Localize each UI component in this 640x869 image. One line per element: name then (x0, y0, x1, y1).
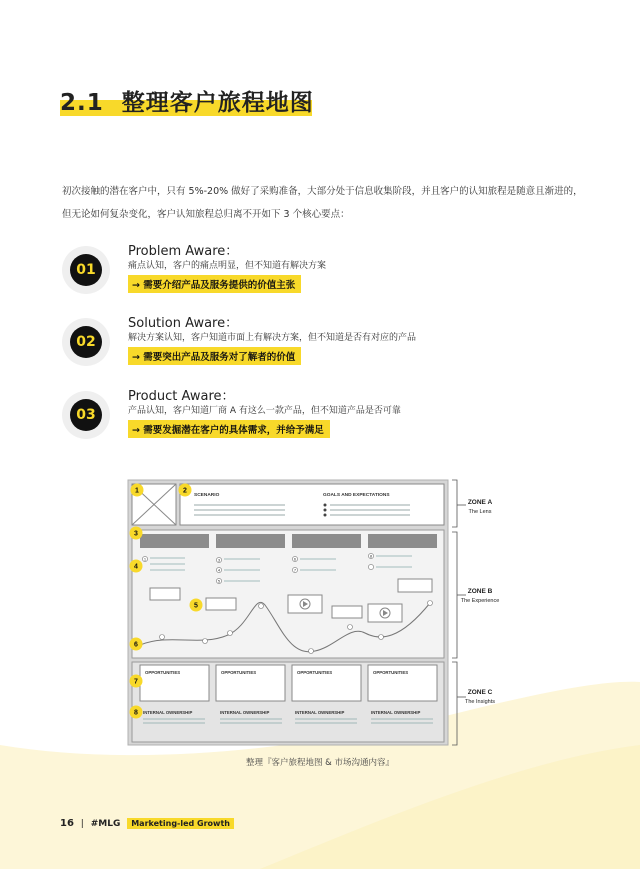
thought-bubble (398, 579, 432, 592)
opportunity-label: OPPORTUNITIES (373, 670, 409, 675)
zone-b-title: ZONE B (467, 588, 493, 595)
item-description: 解决方案认知，客户知道市面上有解决方案，但不知道是否有对应的产品 (128, 333, 417, 343)
step-marker-number: 1 (143, 556, 147, 562)
step-marker-number: 7 (293, 567, 297, 573)
zone-number: 5 (194, 602, 198, 610)
footer-tag: #MLG (90, 819, 121, 829)
step-marker (368, 564, 373, 569)
bullet (324, 509, 327, 512)
step-marker-number: 8 (369, 553, 373, 559)
item-title: Product Aware： (128, 389, 235, 404)
zone-number: 4 (134, 563, 138, 571)
item-title: Solution Aware： (128, 316, 239, 331)
ownership-label: INTERNAL OWNERSHIP (371, 710, 421, 715)
intro-line-2: 但无论如何复杂变化，客户认知旅程总归离不开如下 3 个核心要点： (62, 209, 350, 220)
awareness-item-problem (60, 240, 600, 310)
item-title: Problem Aware： (128, 244, 239, 259)
number-badge (62, 391, 110, 439)
footer-separator: | (80, 819, 84, 829)
opportunity-label: OPPORTUNITIES (145, 670, 181, 675)
page-number: 16 (60, 818, 74, 829)
scenario-label: SCENARIO (194, 493, 220, 498)
zone-number: 8 (134, 709, 138, 717)
zone-number: 2 (183, 487, 187, 495)
customer-journey-map-diagram (110, 475, 500, 750)
goals-label: GOALS AND EXPECTATIONS (323, 493, 390, 498)
step-marker-number: 3 (217, 557, 221, 563)
number-badge-text: 01 (70, 254, 102, 286)
step-marker-number: 4 (217, 567, 221, 573)
zone-number: 6 (134, 641, 138, 649)
zone-a-subtitle: The Lens (468, 509, 492, 515)
thought-bubble (150, 588, 180, 600)
zone-c-subtitle: The Insights (465, 699, 495, 705)
ownership-label: INTERNAL OWNERSHIP (220, 710, 270, 715)
zone-a-title: ZONE A (467, 499, 493, 506)
thought-bubble (332, 606, 362, 618)
intro-line-1: 初次接触的潜在客户中，只有 5%-20% 做好了采购准备，大部分处于信息收集阶段，并且客户的认知旅程是随意且渐进的， (62, 186, 583, 197)
awareness-item-solution (60, 312, 600, 382)
item-description: 痛点认知，客户的痛点明显，但不知道有解决方案 (128, 261, 327, 271)
footer-brand: Marketing-led Growth (127, 818, 234, 829)
phase-header (216, 534, 285, 548)
number-badge-text: 03 (70, 399, 102, 431)
item-action: → 需要突出产品及服务对了解者的价值 (128, 347, 301, 365)
item-action: → 需要发掘潜在客户的具体需求，并给予满足 (128, 420, 330, 438)
thought-bubble (206, 598, 236, 610)
bullet (324, 504, 327, 507)
step-marker-number: 6 (293, 556, 297, 562)
item-description: 产品认知，客户知道厂商 A 有这么一款产品，但不知道产品是否可靠 (128, 406, 401, 416)
number-badge (62, 246, 110, 294)
ownership-label: INTERNAL OWNERSHIP (143, 710, 193, 715)
zone-b-subtitle: The Experience (460, 598, 500, 604)
diagram-caption: 整理『客户旅程地图 & 市场沟通内容』 (245, 758, 395, 768)
ownership-label: INTERNAL OWNERSHIP (295, 710, 345, 715)
phase-header (368, 534, 437, 548)
zone-brackets (452, 480, 466, 745)
item-action: → 需要介绍产品及服务提供的价值主张 (128, 275, 301, 293)
phase-header (292, 534, 361, 548)
page-footer (60, 818, 234, 829)
zone-number: 7 (134, 678, 138, 686)
number-badge-text: 02 (70, 326, 102, 358)
opportunity-label: OPPORTUNITIES (297, 670, 333, 675)
zone-c-title: ZONE C (467, 689, 493, 696)
bullet (324, 514, 327, 517)
opportunity-label: OPPORTUNITIES (221, 670, 257, 675)
phase-header (140, 534, 209, 548)
zone-number: 1 (135, 487, 139, 495)
section-number: 2.1 (60, 90, 104, 116)
step-marker-number: 5 (217, 578, 221, 584)
zone-number: 3 (134, 530, 138, 538)
page-title (60, 84, 314, 117)
section-title: 整理客户旅程地图 (121, 90, 314, 116)
number-badge (62, 318, 110, 366)
section-heading (60, 84, 314, 117)
awareness-item-product (60, 385, 600, 455)
